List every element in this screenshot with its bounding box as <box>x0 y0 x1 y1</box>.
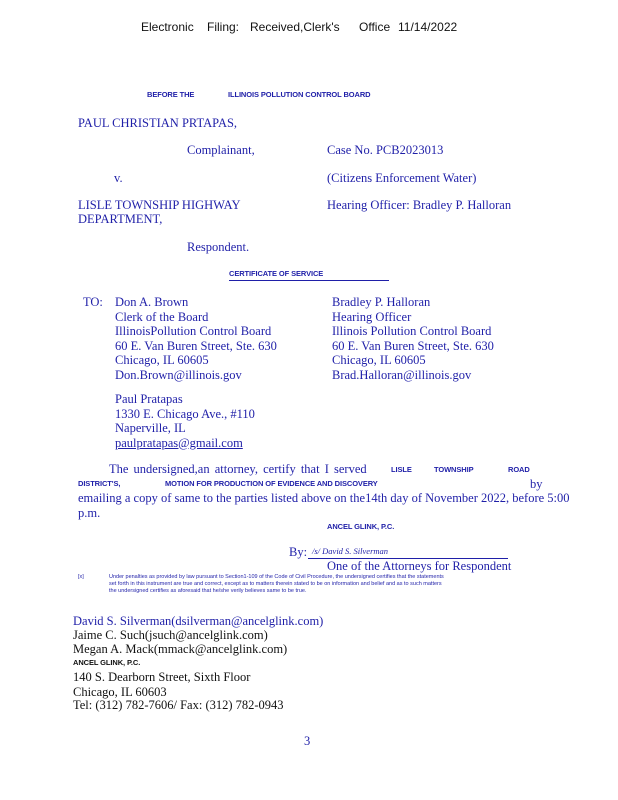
body-caps-township: TOWNSHIP <box>434 465 474 474</box>
footnote-text-1: Under penalties as provided by law pursuant to Section1-109 of the Code of Civil Procedure, the undersigned certifies that the statements <box>109 574 444 580</box>
body-by: by <box>530 477 543 491</box>
body-line1: The undersigned,an attorney, certify that I served <box>109 462 367 476</box>
recipient-ho-street: 60 E. Van Buren Street, Ste. 630 <box>332 338 494 353</box>
recipient-clerk-org: IllinoisPollution Control Board <box>115 324 272 338</box>
recipient-complainant-city: Naperville, IL <box>115 421 186 435</box>
recipient-clerk-name: Don A. Brown <box>115 295 189 309</box>
respondent-role: Respondent. <box>187 240 250 254</box>
recipient-clerk-title: Clerk of the Board <box>115 309 209 324</box>
recipient-clerk-street: 60 E. Van Buren Street, Ste. 630 <box>115 338 277 353</box>
recipient-ho-city: Chicago, IL 60605 <box>332 353 426 367</box>
body-caps-district: DISTRICT'S, <box>78 479 121 488</box>
signature-signed: /s/ David S. Silverman <box>312 546 389 556</box>
recipient-ho-email: Brad.Halloran@illinois.gov <box>332 367 472 382</box>
body-line4: p.m. <box>78 506 101 520</box>
recipient-clerk <box>115 295 277 382</box>
recipient-ho-name: Bradley P. Halloran <box>332 295 431 309</box>
recipient-complainant <box>115 392 255 450</box>
complainant-role: Complainant, <box>187 143 255 157</box>
complainant-name: PAUL CHRISTIAN PRTAPAS, <box>78 116 238 130</box>
court-before: BEFORE THE <box>147 90 195 99</box>
case-number: Case No. PCB2023013 <box>327 143 444 157</box>
recipient-clerk-email: Don.Brown@illinois.gov <box>115 367 242 382</box>
recipient-ho-org: Illinois Pollution Control Board <box>332 324 492 338</box>
firm-city: Chicago, IL 60603 <box>73 685 167 699</box>
recipient-complainant-street: 1330 E. Chicago Ave., #110 <box>115 406 255 421</box>
court-board: ILLINOIS POLLUTION CONTROL BOARD <box>228 90 371 99</box>
recipient-complainant-name: Paul Pratapas <box>115 392 183 406</box>
title-underline <box>229 280 389 281</box>
header-electronic: Electronic <box>141 20 194 34</box>
footnote-mark: [x] <box>78 574 84 580</box>
attorney-such: Jaime C. Such(jsuch@ancelglink.com) <box>73 628 268 642</box>
recipient-hearing-officer <box>332 295 494 382</box>
case-type: (Citizens Enforcement Water) <box>327 171 477 185</box>
document-title: CERTIFICATE OF SERVICE <box>229 269 324 278</box>
signature-firm: ANCEL GLINK, P.C. <box>327 522 395 531</box>
body-caps-motion: MOTION FOR PRODUCTION OF EVIDENCE AND DISCOVERY <box>165 479 378 488</box>
versus: v. <box>114 171 123 185</box>
attorney-silverman: David S. Silverman(dsilverman@ancelglink.com) <box>73 614 324 628</box>
footnote-text-2: set forth in this instrument are true and correct, except as to matters therein stated to be on information and belief and as to such matters <box>109 581 442 587</box>
body-caps-road: ROAD <box>508 465 530 474</box>
firm-phone: Tel: (312) 782-7606/ Fax: (312) 782-0943 <box>73 698 284 712</box>
hearing-officer: Hearing Officer: Bradley P. Halloran <box>327 198 512 212</box>
firm-street: 140 S. Dearborn Street, Sixth Floor <box>73 670 251 684</box>
header-filing: Filing: <box>207 20 240 34</box>
recipient-clerk-city: Chicago, IL 60605 <box>115 353 209 367</box>
signature-by-label: By: <box>289 545 308 559</box>
header-date: 11/14/2022 <box>398 20 458 34</box>
respondent-name-line2: DEPARTMENT, <box>78 212 163 226</box>
recipient-complainant-email[interactable]: paulpratapas@gmail.com <box>115 435 243 450</box>
body-caps-lisle: LISLE <box>391 465 412 474</box>
footnote-text-3: the undersigned certifies as aforesaid that he/she verily believes same to be true. <box>109 588 307 594</box>
signature-role: One of the Attorneys for Respondent <box>327 559 512 573</box>
recipient-ho-title: Hearing Officer <box>332 309 412 324</box>
attorney-mack: Megan A. Mack(mmack@ancelglink.com) <box>73 642 288 656</box>
body-line3: emailing a copy of same to the parties listed above on the14th day of November 2022, before 5:00 <box>78 491 570 505</box>
header-office: Office <box>359 20 391 34</box>
page-number: 3 <box>304 734 311 748</box>
firm-name: ANCEL GLINK, P.C. <box>73 658 141 667</box>
respondent-name-line1: LISLE TOWNSHIP HIGHWAY <box>78 198 241 212</box>
header-received: Received,Clerk's <box>250 20 340 34</box>
to-label: TO: <box>83 295 103 309</box>
